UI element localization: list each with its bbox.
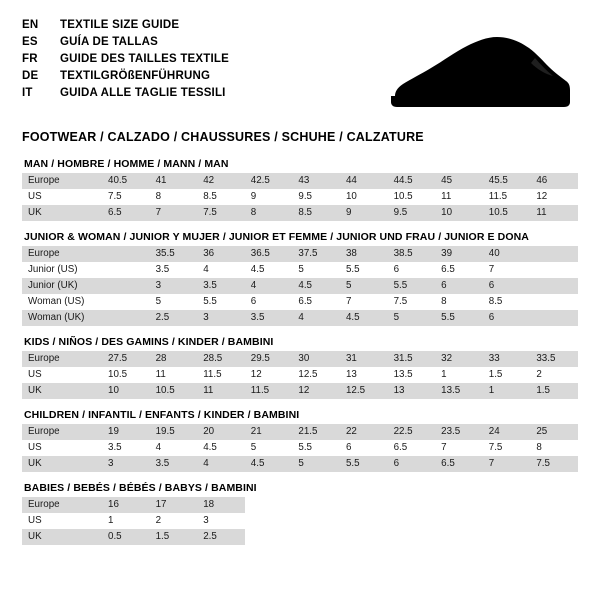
cell-empty — [292, 513, 340, 529]
cell: 9 — [245, 189, 293, 205]
cell: 21.5 — [292, 424, 340, 440]
cell: 3 — [197, 310, 245, 326]
row-label: US — [22, 189, 102, 205]
row-label: Woman (UK) — [22, 310, 102, 326]
cell: 3.5 — [197, 278, 245, 294]
cell: 39 — [435, 246, 483, 262]
cell: 6.5 — [435, 456, 483, 472]
cell: 3 — [102, 456, 150, 472]
cell-empty — [245, 529, 293, 545]
cell: 29.5 — [245, 351, 293, 367]
cell: 33.5 — [530, 351, 578, 367]
cell-empty — [530, 529, 578, 545]
cell: 12 — [292, 383, 340, 399]
cell: 27.5 — [102, 351, 150, 367]
cell: 38.5 — [388, 246, 436, 262]
cell: 2 — [150, 513, 198, 529]
cell: 4 — [197, 262, 245, 278]
size-table-babies — [22, 497, 578, 545]
cell: 5.5 — [340, 456, 388, 472]
cell: 10 — [435, 205, 483, 221]
cell: 6 — [388, 262, 436, 278]
cell-empty — [435, 513, 483, 529]
section-title: KIDS / NIÑOS / DES GAMINS / KINDER / BAMBINI — [24, 336, 274, 348]
cell: 2.5 — [197, 529, 245, 545]
cell: 43 — [292, 173, 340, 189]
language-code: EN — [22, 19, 39, 31]
cell-empty — [530, 497, 578, 513]
cell: 4.5 — [197, 440, 245, 456]
cell-empty — [292, 497, 340, 513]
section-title: CHILDREN / INFANTIL / ENFANTS / KINDER / BAMBINI — [24, 409, 300, 421]
cell: 23.5 — [435, 424, 483, 440]
cell: 6 — [340, 440, 388, 456]
table-row — [22, 351, 578, 367]
cell: 7 — [435, 440, 483, 456]
table-row — [22, 294, 578, 310]
cell: 19.5 — [150, 424, 198, 440]
cell: 4.5 — [340, 310, 388, 326]
cell: 8 — [150, 189, 198, 205]
cell: 4.5 — [245, 456, 293, 472]
cell: 42 — [197, 173, 245, 189]
cell — [102, 278, 150, 294]
language-list — [22, 18, 229, 101]
cell: 6.5 — [388, 440, 436, 456]
section-babies — [22, 478, 578, 545]
cell: 11.5 — [197, 367, 245, 383]
cell: 4 — [197, 456, 245, 472]
cell — [530, 246, 578, 262]
row-label: UK — [22, 205, 102, 221]
cell: 40 — [483, 246, 531, 262]
table-row — [22, 173, 578, 189]
cell: 18 — [197, 497, 245, 513]
table-row — [22, 246, 578, 262]
cell-empty — [340, 529, 388, 545]
cell: 5.5 — [340, 262, 388, 278]
cell: 11 — [150, 367, 198, 383]
cell: 0.5 — [102, 529, 150, 545]
row-label: Junior (UK) — [22, 278, 102, 294]
cell — [530, 310, 578, 326]
cell — [530, 294, 578, 310]
cell-empty — [483, 497, 531, 513]
row-label: Europe — [22, 351, 102, 367]
cell-empty — [245, 513, 293, 529]
size-table-kids — [22, 351, 578, 399]
row-label: US — [22, 513, 102, 529]
cell: 37.5 — [292, 246, 340, 262]
cell: 44.5 — [388, 173, 436, 189]
cell: 8 — [530, 440, 578, 456]
cell: 41 — [150, 173, 198, 189]
cell: 36 — [197, 246, 245, 262]
row-label: Europe — [22, 424, 102, 440]
row-label: Woman (US) — [22, 294, 102, 310]
cell: 10 — [340, 189, 388, 205]
cell: 9.5 — [292, 189, 340, 205]
cell: 13.5 — [388, 367, 436, 383]
cell: 6 — [483, 278, 531, 294]
cell: 3.5 — [102, 440, 150, 456]
cell: 40.5 — [102, 173, 150, 189]
cell — [102, 262, 150, 278]
cell: 19 — [102, 424, 150, 440]
table-row — [22, 189, 578, 205]
language-title: TEXTILE SIZE GUIDE — [60, 19, 180, 31]
cell: 12.5 — [340, 383, 388, 399]
cell: 3.5 — [150, 262, 198, 278]
cell: 36.5 — [245, 246, 293, 262]
section-title: JUNIOR & WOMAN / JUNIOR Y MUJER / JUNIOR ET FEMME / JUNIOR UND FRAU / JUNIOR E DONA — [24, 231, 529, 243]
cell: 22 — [340, 424, 388, 440]
header — [22, 18, 578, 114]
section-junior-woman — [22, 227, 578, 326]
cell: 7.5 — [197, 205, 245, 221]
cell-empty — [530, 513, 578, 529]
cell: 28.5 — [197, 351, 245, 367]
cell: 9.5 — [388, 205, 436, 221]
cell: 5 — [292, 262, 340, 278]
cell: 11.5 — [483, 189, 531, 205]
cell — [530, 262, 578, 278]
cell: 1 — [435, 367, 483, 383]
table-row — [22, 278, 578, 294]
cell: 8 — [245, 205, 293, 221]
language-code: IT — [22, 87, 33, 99]
cell-empty — [388, 497, 436, 513]
cell: 1.5 — [530, 383, 578, 399]
cell-empty — [388, 529, 436, 545]
cell: 9 — [340, 205, 388, 221]
cell: 5 — [292, 456, 340, 472]
cell: 6.5 — [292, 294, 340, 310]
language-code: ES — [22, 36, 38, 48]
row-label: US — [22, 367, 102, 383]
cell — [530, 278, 578, 294]
table-row — [22, 529, 578, 545]
table-row — [22, 367, 578, 383]
cell: 4.5 — [292, 278, 340, 294]
cell: 7.5 — [530, 456, 578, 472]
cell: 46 — [530, 173, 578, 189]
dress-shoe-icon — [385, 34, 570, 114]
row-label: Junior (US) — [22, 262, 102, 278]
cell: 12.5 — [292, 367, 340, 383]
cell: 12 — [245, 367, 293, 383]
cell: 11 — [197, 383, 245, 399]
cell-empty — [340, 497, 388, 513]
cell: 13 — [340, 367, 388, 383]
cell: 8.5 — [483, 294, 531, 310]
cell: 31.5 — [388, 351, 436, 367]
cell: 6.5 — [102, 205, 150, 221]
cell: 45.5 — [483, 173, 531, 189]
cell: 3.5 — [245, 310, 293, 326]
cell: 24 — [483, 424, 531, 440]
cell: 5 — [340, 278, 388, 294]
cell: 2 — [530, 367, 578, 383]
cell: 1 — [483, 383, 531, 399]
cell: 11.5 — [245, 383, 293, 399]
cell — [102, 310, 150, 326]
cell: 3 — [150, 278, 198, 294]
cell: 4 — [150, 440, 198, 456]
row-label: Europe — [22, 246, 102, 262]
cell: 11 — [435, 189, 483, 205]
cell: 17 — [150, 497, 198, 513]
cell: 6 — [435, 278, 483, 294]
row-label: US — [22, 440, 102, 456]
cell-empty — [435, 497, 483, 513]
row-label: UK — [22, 456, 102, 472]
cell-empty — [388, 513, 436, 529]
language-title: GUIDE DES TAILLES TEXTILE — [60, 53, 229, 65]
cell: 7 — [483, 262, 531, 278]
cell: 44 — [340, 173, 388, 189]
section-children — [22, 405, 578, 472]
section-title: BABIES / BEBÉS / BÉBÉS / BABYS / BAMBINI — [24, 482, 257, 494]
language-code: FR — [22, 53, 38, 65]
cell: 6 — [483, 310, 531, 326]
section-man — [22, 154, 578, 221]
cell: 31 — [340, 351, 388, 367]
size-table-junior-woman — [22, 246, 578, 326]
cell: 7.5 — [483, 440, 531, 456]
cell: 10.5 — [150, 383, 198, 399]
cell: 11 — [530, 205, 578, 221]
cell: 8.5 — [197, 189, 245, 205]
section-kids — [22, 332, 578, 399]
cell: 12 — [530, 189, 578, 205]
table-row — [22, 310, 578, 326]
cell: 8.5 — [292, 205, 340, 221]
cell: 4.5 — [245, 262, 293, 278]
cell: 42.5 — [245, 173, 293, 189]
cell: 7 — [150, 205, 198, 221]
cell: 5.5 — [292, 440, 340, 456]
cell: 45 — [435, 173, 483, 189]
table-row — [22, 383, 578, 399]
row-label: UK — [22, 529, 102, 545]
language-title: GUIDA ALLE TAGLIE TESSILI — [60, 87, 226, 99]
section-title: MAN / HOMBRE / HOMME / MANN / MAN — [24, 158, 229, 170]
cell: 10.5 — [102, 367, 150, 383]
cell: 5 — [150, 294, 198, 310]
cell: 7.5 — [388, 294, 436, 310]
cell: 4 — [245, 278, 293, 294]
language-code: DE — [22, 70, 39, 82]
cell: 3 — [197, 513, 245, 529]
cell: 1.5 — [150, 529, 198, 545]
cell: 8 — [435, 294, 483, 310]
cell: 5 — [245, 440, 293, 456]
cell: 6 — [388, 456, 436, 472]
cell: 2.5 — [150, 310, 198, 326]
cell: 21 — [245, 424, 293, 440]
table-row — [22, 456, 578, 472]
row-label: Europe — [22, 173, 102, 189]
cell: 3.5 — [150, 456, 198, 472]
cell: 1 — [102, 513, 150, 529]
row-label: Europe — [22, 497, 102, 513]
cell: 38 — [340, 246, 388, 262]
cell — [102, 246, 150, 262]
cell: 5.5 — [435, 310, 483, 326]
row-label: UK — [22, 383, 102, 399]
language-title: TEXTILGRÖßENFÜHRUNG — [60, 70, 211, 82]
table-row — [22, 262, 578, 278]
cell-empty — [292, 529, 340, 545]
cell: 32 — [435, 351, 483, 367]
cell-empty — [340, 513, 388, 529]
cell: 5.5 — [197, 294, 245, 310]
cell: 7 — [483, 456, 531, 472]
cell: 10.5 — [483, 205, 531, 221]
cell: 13 — [388, 383, 436, 399]
category-line: FOOTWEAR / CALZADO / CHAUSSURES / SCHUHE / CALZATURE — [22, 130, 424, 144]
cell: 10 — [102, 383, 150, 399]
cell: 13.5 — [435, 383, 483, 399]
cell — [102, 294, 150, 310]
cell: 16 — [102, 497, 150, 513]
cell: 28 — [150, 351, 198, 367]
cell: 35.5 — [150, 246, 198, 262]
cell: 5.5 — [388, 278, 436, 294]
table-row — [22, 205, 578, 221]
table-row — [22, 424, 578, 440]
cell: 4 — [292, 310, 340, 326]
cell: 22.5 — [388, 424, 436, 440]
cell: 1.5 — [483, 367, 531, 383]
cell: 10.5 — [388, 189, 436, 205]
cell-empty — [245, 497, 293, 513]
table-row — [22, 497, 578, 513]
cell: 6.5 — [435, 262, 483, 278]
table-row — [22, 440, 578, 456]
cell-empty — [435, 529, 483, 545]
language-title: GUÍA DE TALLAS — [60, 36, 158, 48]
cell: 7 — [340, 294, 388, 310]
cell: 5 — [388, 310, 436, 326]
cell-empty — [483, 529, 531, 545]
cell: 20 — [197, 424, 245, 440]
size-table-man — [22, 173, 578, 221]
table-row — [22, 513, 578, 529]
cell: 25 — [530, 424, 578, 440]
cell-empty — [483, 513, 531, 529]
cell: 33 — [483, 351, 531, 367]
size-table-children — [22, 424, 578, 472]
cell: 7.5 — [102, 189, 150, 205]
cell: 30 — [292, 351, 340, 367]
cell: 6 — [245, 294, 293, 310]
